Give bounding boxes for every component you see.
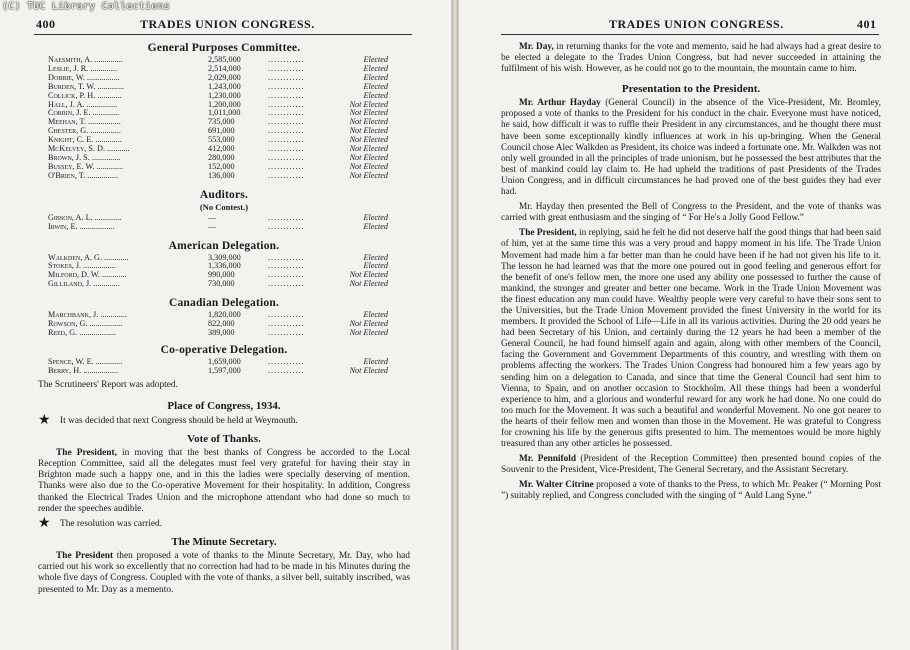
candidate-name: Stokes, J. ................ xyxy=(48,261,116,271)
leader-dots: ............ xyxy=(268,319,305,329)
vote-count: 553,000 xyxy=(208,135,235,145)
leader-dots: ............ xyxy=(268,99,305,109)
leader-dots: ............ xyxy=(268,365,305,375)
result-row xyxy=(48,172,388,181)
minute-lead: The President xyxy=(56,551,114,562)
vote-count: — xyxy=(208,221,217,231)
candidate-name: Irwin, E. ................. xyxy=(48,221,115,231)
leader-dots: ............ xyxy=(268,212,305,222)
vote-count: 389,000 xyxy=(208,327,235,337)
star-icon: ★ xyxy=(38,412,51,428)
header-rule xyxy=(501,34,879,35)
leader-dots: ............ xyxy=(268,108,305,118)
vote-of-thanks-title: Vote of Thanks. xyxy=(187,432,261,445)
vote-count: 1,230,000 xyxy=(208,90,241,100)
minute-secretary-paragraph xyxy=(38,551,410,596)
right-content xyxy=(501,42,881,507)
vote-count: 2,029,000 xyxy=(208,72,241,82)
header-rule xyxy=(34,34,412,35)
election-result: Elected xyxy=(363,72,388,82)
star-icon: ★ xyxy=(38,516,51,532)
election-result: Elected xyxy=(363,55,388,64)
canadian-title: Canadian Delegation. xyxy=(168,297,280,310)
candidate-name: Hall, J. A. ............... xyxy=(48,99,118,109)
candidate-name: Rowson, G. ................ xyxy=(48,319,123,329)
vote-count: 1,659,000 xyxy=(208,356,241,366)
election-result: Not Elected xyxy=(349,144,388,154)
vote-count: — xyxy=(208,212,217,222)
election-result: Not Elected xyxy=(349,279,388,289)
leader-dots: ............ xyxy=(268,170,305,180)
leader-dots: ............ xyxy=(268,310,305,320)
result-row xyxy=(48,329,388,338)
election-result: Not Elected xyxy=(349,135,388,145)
vote-count: 152,000 xyxy=(208,161,235,171)
gp-committee-table xyxy=(48,56,388,181)
candidate-name: Bussey, E. W. ............. xyxy=(48,161,124,171)
bell-paragraph: Mr. Hayday then presented the Bell of Congress to the President, and the vote of thanks was carried with great enthusiasm and the singing of “ For He's a Jolly Good Fellow.” xyxy=(501,202,881,224)
presentation-title: Presentation to the President. xyxy=(621,83,761,96)
election-result: Elected xyxy=(363,221,388,231)
vote-count: 735,000 xyxy=(208,117,235,127)
candidate-name: Berry, H. ................. xyxy=(48,365,119,375)
leader-dots: ............ xyxy=(268,117,305,127)
leader-dots: ............ xyxy=(268,144,305,154)
thanks-lead: The President, xyxy=(56,447,117,458)
election-result: Not Elected xyxy=(349,152,388,162)
election-result: Not Elected xyxy=(349,161,388,171)
pennifold-paragraph xyxy=(501,454,881,476)
vote-count: 1,243,000 xyxy=(208,81,241,91)
candidate-name: Milford, D. W. ............ xyxy=(48,270,127,280)
leader-dots: ............ xyxy=(268,279,305,289)
running-head-right: TRADES UNION CONGRESS. xyxy=(609,17,784,31)
leader-dots: ............ xyxy=(268,135,305,145)
candidate-name: Reed, G. .................. xyxy=(48,327,117,337)
pennifold-text: (President of the Reception Committee) then presented bound copies of the Souvenir to the President, Vice-President, The General Secretary, and the Assistant Secretary. xyxy=(501,454,881,476)
candidate-name: Knight, C. E. ............. xyxy=(48,135,122,145)
candidate-name: O'Brien, T. ............... xyxy=(48,170,118,180)
hayday-paragraph xyxy=(501,98,881,198)
leader-dots: ............ xyxy=(268,161,305,171)
resolution-text: The resolution was carried. xyxy=(60,519,163,530)
gp-committee-title: General Purposes Committee. xyxy=(147,42,301,54)
leader-dots: ............ xyxy=(268,63,305,73)
candidate-name: Spence, W. E. ............. xyxy=(48,356,123,366)
leader-dots: ............ xyxy=(268,81,305,91)
candidate-name: Marchbank, J. ............. xyxy=(48,310,127,320)
leader-dots: ............ xyxy=(268,261,305,271)
election-result: Not Elected xyxy=(349,108,388,118)
result-row xyxy=(48,223,388,232)
auditors-table xyxy=(48,214,388,232)
candidate-name: Dobbie, W. ................ xyxy=(48,72,120,82)
vote-count: 3,309,000 xyxy=(208,252,241,262)
leader-dots: ............ xyxy=(268,90,305,100)
american-table xyxy=(48,254,388,290)
election-result: Elected xyxy=(363,310,388,320)
president-reply-paragraph xyxy=(501,228,881,450)
vote-count: 1,820,000 xyxy=(208,310,241,320)
auditors-title: Auditors. xyxy=(199,188,249,201)
candidate-name: Chester, G. ............... xyxy=(48,126,121,136)
candidate-name: Burden, T. W. ............. xyxy=(48,81,125,91)
leader-dots: ............ xyxy=(268,270,305,280)
hayday-lead: Mr. Arthur Hayday xyxy=(519,98,601,109)
leader-dots: ............ xyxy=(268,55,305,64)
leader-dots: ............ xyxy=(268,356,305,366)
canadian-table xyxy=(48,311,388,338)
election-result: Not Elected xyxy=(349,126,388,136)
election-result: Not Elected xyxy=(349,270,388,280)
left-page xyxy=(0,0,452,650)
citrine-lead: Mr. Walter Citrine xyxy=(519,480,594,491)
election-result: Not Elected xyxy=(349,365,388,375)
cooperative-title: Co-operative Delegation. xyxy=(160,343,288,356)
left-content xyxy=(38,40,410,596)
election-result: Elected xyxy=(363,261,388,271)
leader-dots: ............ xyxy=(268,72,305,82)
vote-count: 412,000 xyxy=(208,144,235,154)
candidate-name: Meehan, T. ................ xyxy=(48,117,121,127)
election-result: Elected xyxy=(363,81,388,91)
page-number-right: 401 xyxy=(857,17,877,31)
election-result: Elected xyxy=(363,63,388,73)
vote-count: 1,597,000 xyxy=(208,365,241,375)
pennifold-lead: Mr. Pennifold xyxy=(519,454,576,465)
vote-count: 990,000 xyxy=(208,270,235,280)
auditors-note: (No Contest.) xyxy=(199,201,249,212)
cooperative-table xyxy=(48,358,388,376)
election-result: Not Elected xyxy=(349,99,388,109)
candidate-name: Gilliland, J. ............. xyxy=(48,279,120,289)
candidate-name: Naesmith, A. .............. xyxy=(48,55,123,64)
candidate-name: Collick, P. H. ............ xyxy=(48,90,122,100)
leader-dots: ............ xyxy=(268,126,305,136)
election-result: Elected xyxy=(363,212,388,222)
result-row xyxy=(48,280,388,289)
candidate-name: Leslie, J. R. ............. xyxy=(48,63,117,73)
leader-dots: ............ xyxy=(268,327,305,337)
candidate-name: Walkden, A. G. ............ xyxy=(48,252,129,262)
election-result: Elected xyxy=(363,252,388,262)
thanks-text: in moving that the best thanks of Congress be accorded to the Local Reception Committee, said all the delegates must feel very grateful for having their stay in Brighton made such a happy one, and in this the ladies were specially deserving of mention. Thanks were also due to the Co-operative Movement for their hospitality. In addition, Congress thanked the Electrical Trades Union and the microphone attendant who had done so much to render the speeches audible. xyxy=(38,447,410,514)
leader-dots: ............ xyxy=(268,152,305,162)
american-title: American Delegation. xyxy=(168,239,280,252)
candidate-name: Gibson, A. L. ............. xyxy=(48,212,122,222)
election-result: Elected xyxy=(363,356,388,366)
vote-count: 2,514,000 xyxy=(208,63,241,73)
resolution-carried xyxy=(38,518,410,530)
president-reply-text: in replying, said he felt he did not deserve half the good things that had been said of him, yet at the same time this was a very proud and happy moment in his life. The Trade Union Movement had made him a far better man than he could have been if he had not given his life to it. The lesson he had learned was that the more one poured out in good feeling and generous effort for the benefit of one's fellow men, the more one used any ability one possessed to further the cause of mankind, the stronger and greater and better one became. Work in the Trade Union Movement was the finest education any man could have. Wealthy people were very careful to have their sons sent to the Universities, but the Trade Union Movement provided the finest University in the world for its members. It provided the School of Life—Life in all its various activities. During the 20 odd years he had been Secretary of his Union, and certainly during the 12 years he had been a member of the General Council, he had found himself again and again, along with other members of the Council, facing the Government and Government Departments of this country, and wrestling with them on problems affecting the workers. The Trades Union Congress had honoured him a few years ago by sending him on a delegation to Canada, and since that time the General Council had sent him to Vienna, to Spain, and on another occasion to Stockholm. All these things had been a wonderful experience to him, and a glorious and wonderful reward for any work he had done. No one could do too much for the Movement. It was such a beautiful and wonderful Movement. No one got nearer to the hearts of their fellow men and women than those in the Movement. He was grateful to Congress for crowning his life by the generous gifts presented to him. The mementoes would be more highly treasured than any other articles he possessed. xyxy=(501,228,881,450)
vote-count: 280,000 xyxy=(208,152,235,162)
vote-count: 730,000 xyxy=(208,279,235,289)
vote-of-thanks-paragraph xyxy=(38,448,410,515)
election-result: Elected xyxy=(363,90,388,100)
candidate-name: Corrin, J. E. ............. xyxy=(48,108,120,118)
candidate-name: Brown, J. S. .............. xyxy=(48,152,121,162)
president-reply-lead: The President, xyxy=(519,228,577,239)
copyright-watermark: (C) TUC Library Collections xyxy=(2,1,170,12)
hayday-text: (General Council) in the absence of the Vice-President, Mr. Bromley, proposed a vote of thanks to the President for his conduct in the chair. Everyone must have noticed, he said, how difficult it was to ruffle their President in any circumstances, and he thought there must have been some exceptionally kindly influences at work in his up-bringing. When the General Council chose Alec Walkden as President, its choice was indeed a fortunate one. Mr. Walkden was not only well grounded in all the principles of trade unionism, but he possessed the best attributes that the best of mankind could lay claim to. He had upheld the traditions of past Presidents of the Trades Union Congress, and in difficult circumstances he had proved one of the best guides they had ever had. xyxy=(501,98,882,198)
vote-count: 691,000 xyxy=(208,126,235,136)
vote-count: 1,336,000 xyxy=(208,261,241,271)
candidate-name: McKelvey, S. D. ........... xyxy=(48,144,130,154)
vote-count: 822,000 xyxy=(208,319,235,329)
vote-count: 136,000 xyxy=(208,170,235,180)
election-result: Not Elected xyxy=(349,327,388,337)
minute-text: then proposed a vote of thanks to the Minute Secretary, Mr. Day, who had carried out his work so excellently that no correction had had to be made in his Minutes during the whole five days of Congress. Coupled with the vote of thanks, a silver bell, suitably inscribed, was presented to Mr. Day as a memento. xyxy=(38,551,410,595)
place-decision xyxy=(38,412,410,428)
scrutineers-report: The Scrutineers' Report was adopted. xyxy=(38,379,178,390)
place-decision-text: It was decided that next Congress should be held at Weymouth. xyxy=(60,415,298,426)
election-result: Not Elected xyxy=(349,319,388,329)
mr-day-paragraph xyxy=(501,42,881,75)
minute-secretary-title: The Minute Secretary. xyxy=(171,536,277,549)
running-head-left: TRADES UNION CONGRESS. xyxy=(140,17,315,31)
vote-count: 1,200,000 xyxy=(208,99,241,109)
vote-count: 1,011,000 xyxy=(208,108,241,118)
leader-dots: ............ xyxy=(268,252,305,262)
place-of-congress-title: Place of Congress, 1934. xyxy=(167,399,281,412)
election-result: Not Elected xyxy=(349,117,388,127)
result-row xyxy=(48,367,388,376)
page-number-left: 400 xyxy=(36,17,56,31)
mr-day-text: in returning thanks for the vote and memento, said he had always had a great desire to be elected a delegate to the Trades Union Congress, but had never succeeded in attaining the fulfilment of his wish. However, as he could not go to the mountain, the mountain came to him. xyxy=(501,42,881,75)
citrine-paragraph xyxy=(501,480,881,502)
right-page xyxy=(458,0,910,650)
election-result: Not Elected xyxy=(349,170,388,180)
leader-dots: ............ xyxy=(268,221,305,231)
vote-count: 2,585,000 xyxy=(208,55,241,64)
citrine-text: proposed a vote of thanks to the Press, to which Mr. Peaker (“ Morning Post ”) suitably replied, and Congress concluded with the singing of “ Auld Lang Syne.” xyxy=(501,480,881,502)
mr-day-lead: Mr. Day, xyxy=(519,42,554,52)
